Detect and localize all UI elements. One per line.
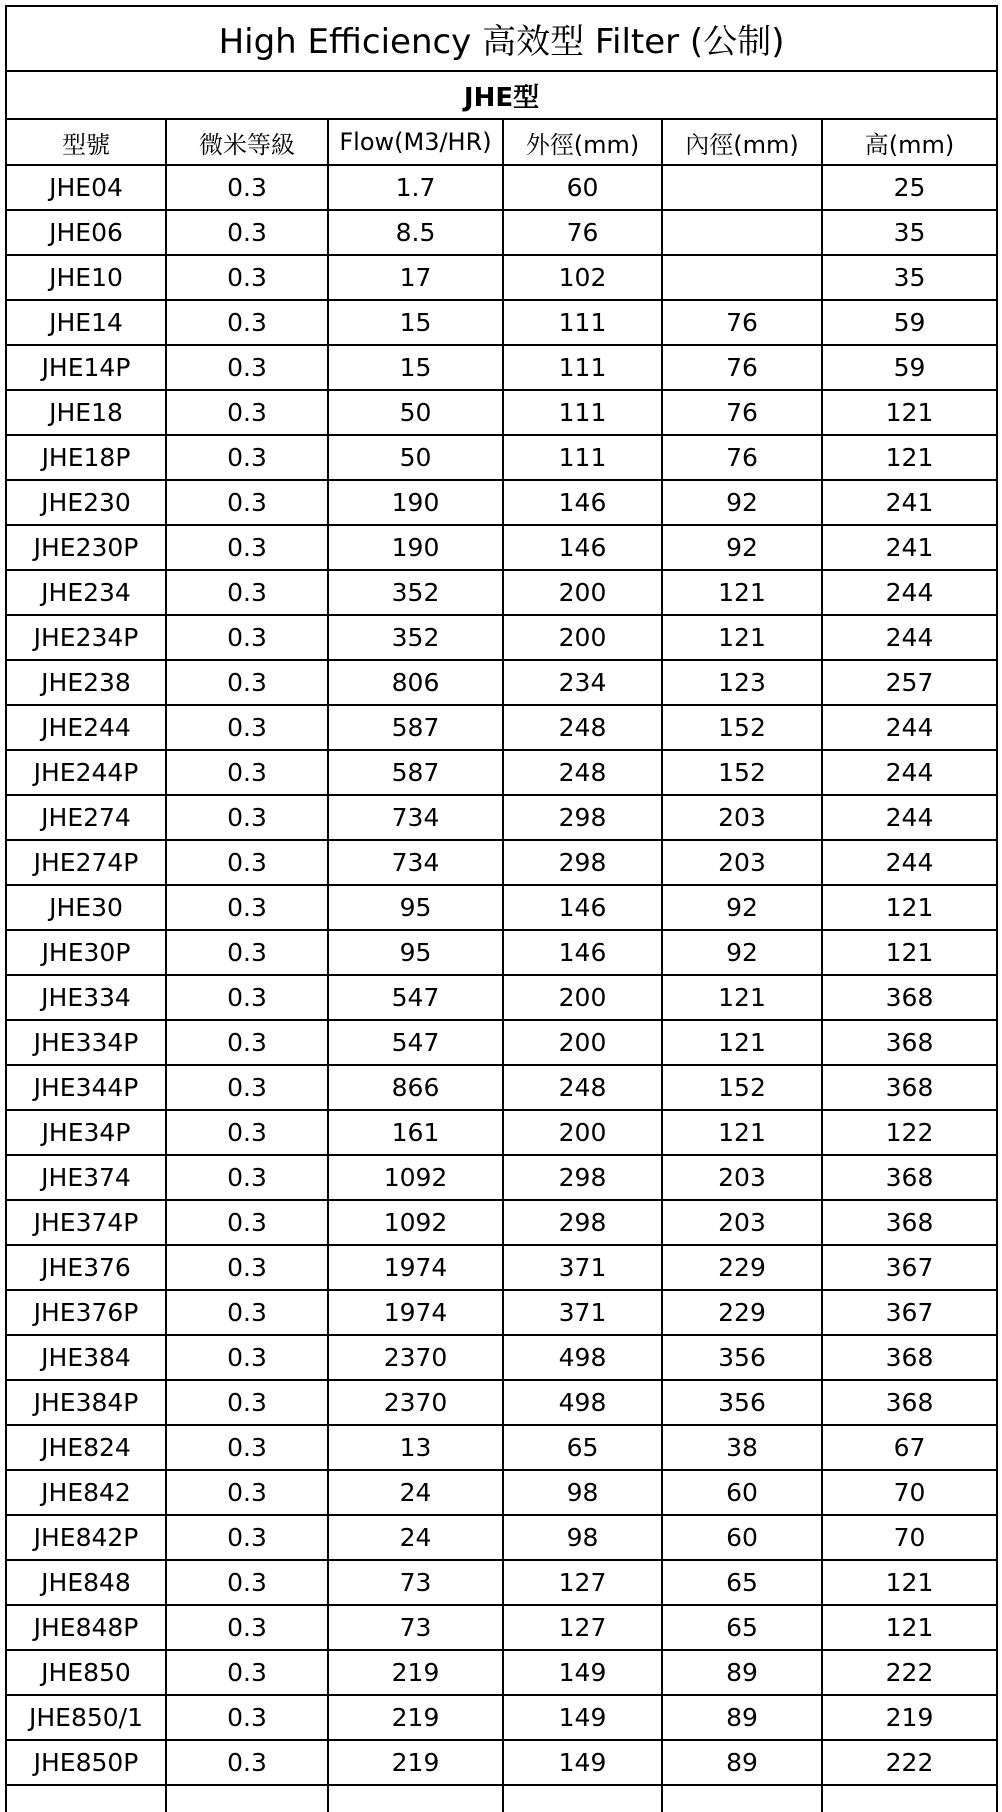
- cell-micron: 0.3: [166, 885, 328, 930]
- table-row: [6, 1515, 997, 1560]
- cell-flow: 2370: [328, 1380, 503, 1425]
- cell-height: 121: [822, 1560, 997, 1605]
- table-row: [6, 1650, 997, 1695]
- cell-outer-diameter: 248: [503, 1065, 662, 1110]
- cell-height: 121: [822, 930, 997, 975]
- table-row: [6, 1245, 997, 1290]
- cell-micron: 0.3: [166, 435, 328, 480]
- table-row: [6, 480, 997, 525]
- cell-model: JHE824: [6, 1425, 166, 1470]
- cell-flow: 587: [328, 750, 503, 795]
- cell-micron: 0.3: [166, 1380, 328, 1425]
- cell-height: 25: [822, 165, 997, 210]
- cell-flow: 73: [328, 1560, 503, 1605]
- cell-model: JHE06: [6, 210, 166, 255]
- column-header-outer-diameter: 外徑(mm): [503, 119, 662, 165]
- cell-model: JHE850/1: [6, 1695, 166, 1740]
- cell-model: JHE334: [6, 975, 166, 1020]
- table-row: [6, 1155, 997, 1200]
- column-header-model: 型號: [6, 119, 166, 165]
- cell-model: JHE842: [6, 1470, 166, 1515]
- table-row: [6, 795, 997, 840]
- cell-micron: 0.3: [166, 525, 328, 570]
- cell-flow: 190: [328, 525, 503, 570]
- table-row: [6, 705, 997, 750]
- table-row: [6, 345, 997, 390]
- cell-inner-diameter: [662, 255, 822, 300]
- cell-inner-diameter: 229: [662, 1245, 822, 1290]
- cell-height: 368: [822, 1200, 997, 1245]
- cell-flow: 73: [328, 1605, 503, 1650]
- table-row: [6, 165, 997, 210]
- cell-outer-diameter: 371: [503, 1245, 662, 1290]
- cell-inner-diameter: 76: [662, 390, 822, 435]
- cell-inner-diameter: 92: [662, 480, 822, 525]
- cell-inner-diameter: 356: [662, 1380, 822, 1425]
- cell-model: JHE10: [6, 255, 166, 300]
- cell-inner-diameter: 203: [662, 1200, 822, 1245]
- table-row: [6, 1290, 997, 1335]
- cell-micron: 0.3: [166, 165, 328, 210]
- header-row: [6, 119, 997, 165]
- cell-inner-diameter: 229: [662, 1290, 822, 1335]
- footer-cell: [166, 1785, 328, 1812]
- cell-flow: 219: [328, 1740, 503, 1785]
- cell-micron: 0.3: [166, 1560, 328, 1605]
- cell-height: 244: [822, 615, 997, 660]
- cell-inner-diameter: 121: [662, 1020, 822, 1065]
- cell-height: 35: [822, 255, 997, 300]
- cell-inner-diameter: 203: [662, 1155, 822, 1200]
- cell-inner-diameter: 152: [662, 750, 822, 795]
- cell-model: JHE384P: [6, 1380, 166, 1425]
- cell-model: JHE374P: [6, 1200, 166, 1245]
- cell-model: JHE14P: [6, 345, 166, 390]
- cell-inner-diameter: 203: [662, 840, 822, 885]
- cell-outer-diameter: 248: [503, 750, 662, 795]
- cell-micron: 0.3: [166, 1200, 328, 1245]
- cell-inner-diameter: 60: [662, 1470, 822, 1515]
- cell-outer-diameter: 149: [503, 1650, 662, 1695]
- cell-height: 70: [822, 1470, 997, 1515]
- table-row: [6, 840, 997, 885]
- cell-flow: 95: [328, 885, 503, 930]
- cell-outer-diameter: 146: [503, 525, 662, 570]
- cell-flow: 50: [328, 390, 503, 435]
- cell-micron: 0.3: [166, 795, 328, 840]
- cell-model: JHE244: [6, 705, 166, 750]
- cell-outer-diameter: 127: [503, 1560, 662, 1605]
- cell-model: JHE04: [6, 165, 166, 210]
- cell-inner-diameter: 38: [662, 1425, 822, 1470]
- cell-inner-diameter: 65: [662, 1605, 822, 1650]
- cell-outer-diameter: 127: [503, 1605, 662, 1650]
- cell-height: 257: [822, 660, 997, 705]
- cell-flow: 866: [328, 1065, 503, 1110]
- cell-outer-diameter: 298: [503, 1200, 662, 1245]
- cell-height: 121: [822, 885, 997, 930]
- cell-outer-diameter: 111: [503, 435, 662, 480]
- cell-model: JHE334P: [6, 1020, 166, 1065]
- cell-outer-diameter: 98: [503, 1470, 662, 1515]
- cell-outer-diameter: 298: [503, 840, 662, 885]
- cell-outer-diameter: 111: [503, 300, 662, 345]
- cell-flow: 1.7: [328, 165, 503, 210]
- cell-height: 222: [822, 1650, 997, 1695]
- cell-inner-diameter: 92: [662, 930, 822, 975]
- cell-outer-diameter: 248: [503, 705, 662, 750]
- cell-inner-diameter: 89: [662, 1650, 822, 1695]
- cell-micron: 0.3: [166, 255, 328, 300]
- cell-model: JHE376: [6, 1245, 166, 1290]
- cell-micron: 0.3: [166, 1290, 328, 1335]
- table-row: [6, 1065, 997, 1110]
- cell-height: 244: [822, 795, 997, 840]
- cell-model: JHE244P: [6, 750, 166, 795]
- cell-flow: 161: [328, 1110, 503, 1155]
- cell-inner-diameter: 89: [662, 1695, 822, 1740]
- cell-flow: 190: [328, 480, 503, 525]
- cell-outer-diameter: 149: [503, 1695, 662, 1740]
- cell-height: 244: [822, 570, 997, 615]
- cell-model: JHE850: [6, 1650, 166, 1695]
- cell-outer-diameter: 146: [503, 480, 662, 525]
- table-row: [6, 300, 997, 345]
- cell-micron: 0.3: [166, 300, 328, 345]
- cell-flow: 734: [328, 840, 503, 885]
- cell-flow: 8.5: [328, 210, 503, 255]
- table-row: [6, 435, 997, 480]
- cell-inner-diameter: 89: [662, 1740, 822, 1785]
- cell-outer-diameter: 200: [503, 615, 662, 660]
- cell-height: 368: [822, 1380, 997, 1425]
- cell-outer-diameter: 234: [503, 660, 662, 705]
- cell-outer-diameter: 98: [503, 1515, 662, 1560]
- cell-inner-diameter: 121: [662, 975, 822, 1020]
- cell-micron: 0.3: [166, 1605, 328, 1650]
- cell-height: 244: [822, 705, 997, 750]
- cell-micron: 0.3: [166, 1155, 328, 1200]
- cell-height: 368: [822, 1335, 997, 1380]
- cell-model: JHE18P: [6, 435, 166, 480]
- cell-model: JHE14: [6, 300, 166, 345]
- column-header-flow: Flow(M3/HR): [328, 119, 503, 165]
- cell-model: JHE274: [6, 795, 166, 840]
- table-row: [6, 210, 997, 255]
- cell-micron: 0.3: [166, 930, 328, 975]
- cell-height: 219: [822, 1695, 997, 1740]
- cell-outer-diameter: 60: [503, 165, 662, 210]
- cell-flow: 352: [328, 615, 503, 660]
- table-row: [6, 615, 997, 660]
- cell-flow: 219: [328, 1650, 503, 1695]
- cell-height: 241: [822, 525, 997, 570]
- cell-height: 121: [822, 390, 997, 435]
- cell-micron: 0.3: [166, 1065, 328, 1110]
- cell-inner-diameter: 203: [662, 795, 822, 840]
- cell-inner-diameter: 356: [662, 1335, 822, 1380]
- cell-height: 122: [822, 1110, 997, 1155]
- cell-model: JHE344P: [6, 1065, 166, 1110]
- cell-flow: 17: [328, 255, 503, 300]
- cell-flow: 806: [328, 660, 503, 705]
- cell-micron: 0.3: [166, 1335, 328, 1380]
- cell-micron: 0.3: [166, 480, 328, 525]
- cell-inner-diameter: 60: [662, 1515, 822, 1560]
- cell-height: 121: [822, 435, 997, 480]
- cell-micron: 0.3: [166, 1425, 328, 1470]
- table-row: [6, 975, 997, 1020]
- cell-flow: 13: [328, 1425, 503, 1470]
- cell-outer-diameter: 371: [503, 1290, 662, 1335]
- cell-outer-diameter: 200: [503, 975, 662, 1020]
- footer-cell: [503, 1785, 662, 1812]
- table-row: [6, 1200, 997, 1245]
- table-row: [6, 1605, 997, 1650]
- cell-outer-diameter: 111: [503, 390, 662, 435]
- cell-height: 70: [822, 1515, 997, 1560]
- cell-outer-diameter: 76: [503, 210, 662, 255]
- cell-micron: 0.3: [166, 210, 328, 255]
- cell-height: 241: [822, 480, 997, 525]
- cell-outer-diameter: 498: [503, 1335, 662, 1380]
- cell-micron: 0.3: [166, 975, 328, 1020]
- cell-micron: 0.3: [166, 1245, 328, 1290]
- cell-micron: 0.3: [166, 1650, 328, 1695]
- cell-flow: 734: [328, 795, 503, 840]
- cell-inner-diameter: 121: [662, 1110, 822, 1155]
- cell-micron: 0.3: [166, 1110, 328, 1155]
- cell-micron: 0.3: [166, 840, 328, 885]
- cell-height: 121: [822, 1605, 997, 1650]
- cell-outer-diameter: 65: [503, 1425, 662, 1470]
- cell-model: JHE234P: [6, 615, 166, 660]
- cell-model: JHE30P: [6, 930, 166, 975]
- cell-model: JHE230: [6, 480, 166, 525]
- cell-outer-diameter: 200: [503, 570, 662, 615]
- cell-flow: 1974: [328, 1245, 503, 1290]
- cell-inner-diameter: 76: [662, 435, 822, 480]
- cell-micron: 0.3: [166, 1740, 328, 1785]
- cell-height: 367: [822, 1290, 997, 1335]
- cell-height: 244: [822, 840, 997, 885]
- table-row: [6, 525, 997, 570]
- table-row: [6, 1695, 997, 1740]
- cell-flow: 547: [328, 975, 503, 1020]
- table-row: [6, 885, 997, 930]
- table-row: [6, 1560, 997, 1605]
- cell-model: JHE374: [6, 1155, 166, 1200]
- footer-cell: [662, 1785, 822, 1812]
- cell-height: 368: [822, 1155, 997, 1200]
- cell-inner-diameter: 76: [662, 345, 822, 390]
- filter-spec-table: [5, 5, 998, 1812]
- cell-inner-diameter: 121: [662, 615, 822, 660]
- footer-cell: [822, 1785, 997, 1812]
- cell-flow: 2370: [328, 1335, 503, 1380]
- cell-flow: 24: [328, 1515, 503, 1560]
- cell-model: JHE850P: [6, 1740, 166, 1785]
- cell-flow: 50: [328, 435, 503, 480]
- cell-outer-diameter: 298: [503, 795, 662, 840]
- cell-outer-diameter: 111: [503, 345, 662, 390]
- table-subtitle: JHE型: [6, 71, 997, 119]
- cell-outer-diameter: 200: [503, 1110, 662, 1155]
- cell-model: JHE384: [6, 1335, 166, 1380]
- cell-height: 67: [822, 1425, 997, 1470]
- cell-inner-diameter: 92: [662, 885, 822, 930]
- cell-micron: 0.3: [166, 570, 328, 615]
- cell-micron: 0.3: [166, 1515, 328, 1560]
- table-title: High Efficiency 高效型 Filter (公制): [6, 6, 997, 71]
- table-row: [6, 1110, 997, 1155]
- table-row: [6, 1740, 997, 1785]
- column-header-inner-diameter: 內徑(mm): [662, 119, 822, 165]
- cell-height: 59: [822, 345, 997, 390]
- cell-model: JHE376P: [6, 1290, 166, 1335]
- cell-micron: 0.3: [166, 705, 328, 750]
- cell-inner-diameter: [662, 210, 822, 255]
- cell-height: 222: [822, 1740, 997, 1785]
- cell-model: JHE238: [6, 660, 166, 705]
- table-row: [6, 1020, 997, 1065]
- cell-model: JHE230P: [6, 525, 166, 570]
- cell-outer-diameter: 498: [503, 1380, 662, 1425]
- cell-flow: 1974: [328, 1290, 503, 1335]
- table-row: [6, 660, 997, 705]
- cell-model: JHE30: [6, 885, 166, 930]
- cell-model: JHE842P: [6, 1515, 166, 1560]
- cell-flow: 15: [328, 345, 503, 390]
- table-row: [6, 255, 997, 300]
- cell-flow: 587: [328, 705, 503, 750]
- cell-inner-diameter: 123: [662, 660, 822, 705]
- cell-height: 368: [822, 1065, 997, 1110]
- cell-height: 244: [822, 750, 997, 795]
- cell-model: JHE234: [6, 570, 166, 615]
- table-row: [6, 1470, 997, 1515]
- cell-inner-diameter: 121: [662, 570, 822, 615]
- cell-outer-diameter: 102: [503, 255, 662, 300]
- cell-micron: 0.3: [166, 750, 328, 795]
- cell-inner-diameter: 76: [662, 300, 822, 345]
- table-footer-spacer: [6, 1785, 997, 1812]
- cell-height: 368: [822, 975, 997, 1020]
- cell-flow: 95: [328, 930, 503, 975]
- table-row: [6, 390, 997, 435]
- footer-cell: [6, 1785, 166, 1812]
- cell-model: JHE274P: [6, 840, 166, 885]
- cell-micron: 0.3: [166, 660, 328, 705]
- cell-model: JHE848P: [6, 1605, 166, 1650]
- cell-micron: 0.3: [166, 1695, 328, 1740]
- cell-inner-diameter: [662, 165, 822, 210]
- cell-micron: 0.3: [166, 345, 328, 390]
- table-row: [6, 750, 997, 795]
- cell-model: JHE18: [6, 390, 166, 435]
- table-row: [6, 570, 997, 615]
- cell-micron: 0.3: [166, 1470, 328, 1515]
- cell-outer-diameter: 298: [503, 1155, 662, 1200]
- cell-inner-diameter: 152: [662, 705, 822, 750]
- table-row: [6, 1425, 997, 1470]
- cell-flow: 1092: [328, 1200, 503, 1245]
- cell-micron: 0.3: [166, 390, 328, 435]
- cell-model: JHE848: [6, 1560, 166, 1605]
- cell-outer-diameter: 200: [503, 1020, 662, 1065]
- cell-flow: 547: [328, 1020, 503, 1065]
- cell-micron: 0.3: [166, 615, 328, 660]
- cell-micron: 0.3: [166, 1020, 328, 1065]
- column-header-micron: 微米等級: [166, 119, 328, 165]
- cell-flow: 352: [328, 570, 503, 615]
- cell-model: JHE34P: [6, 1110, 166, 1155]
- cell-flow: 15: [328, 300, 503, 345]
- cell-inner-diameter: 65: [662, 1560, 822, 1605]
- cell-height: 59: [822, 300, 997, 345]
- cell-height: 368: [822, 1020, 997, 1065]
- table-row: [6, 1380, 997, 1425]
- cell-flow: 1092: [328, 1155, 503, 1200]
- table-row: [6, 930, 997, 975]
- cell-height: 367: [822, 1245, 997, 1290]
- cell-outer-diameter: 149: [503, 1740, 662, 1785]
- cell-flow: 24: [328, 1470, 503, 1515]
- cell-height: 35: [822, 210, 997, 255]
- cell-flow: 219: [328, 1695, 503, 1740]
- cell-outer-diameter: 146: [503, 885, 662, 930]
- column-header-height: 高(mm): [822, 119, 997, 165]
- cell-inner-diameter: 152: [662, 1065, 822, 1110]
- cell-outer-diameter: 146: [503, 930, 662, 975]
- cell-inner-diameter: 92: [662, 525, 822, 570]
- table-row: [6, 1335, 997, 1380]
- footer-cell: [328, 1785, 503, 1812]
